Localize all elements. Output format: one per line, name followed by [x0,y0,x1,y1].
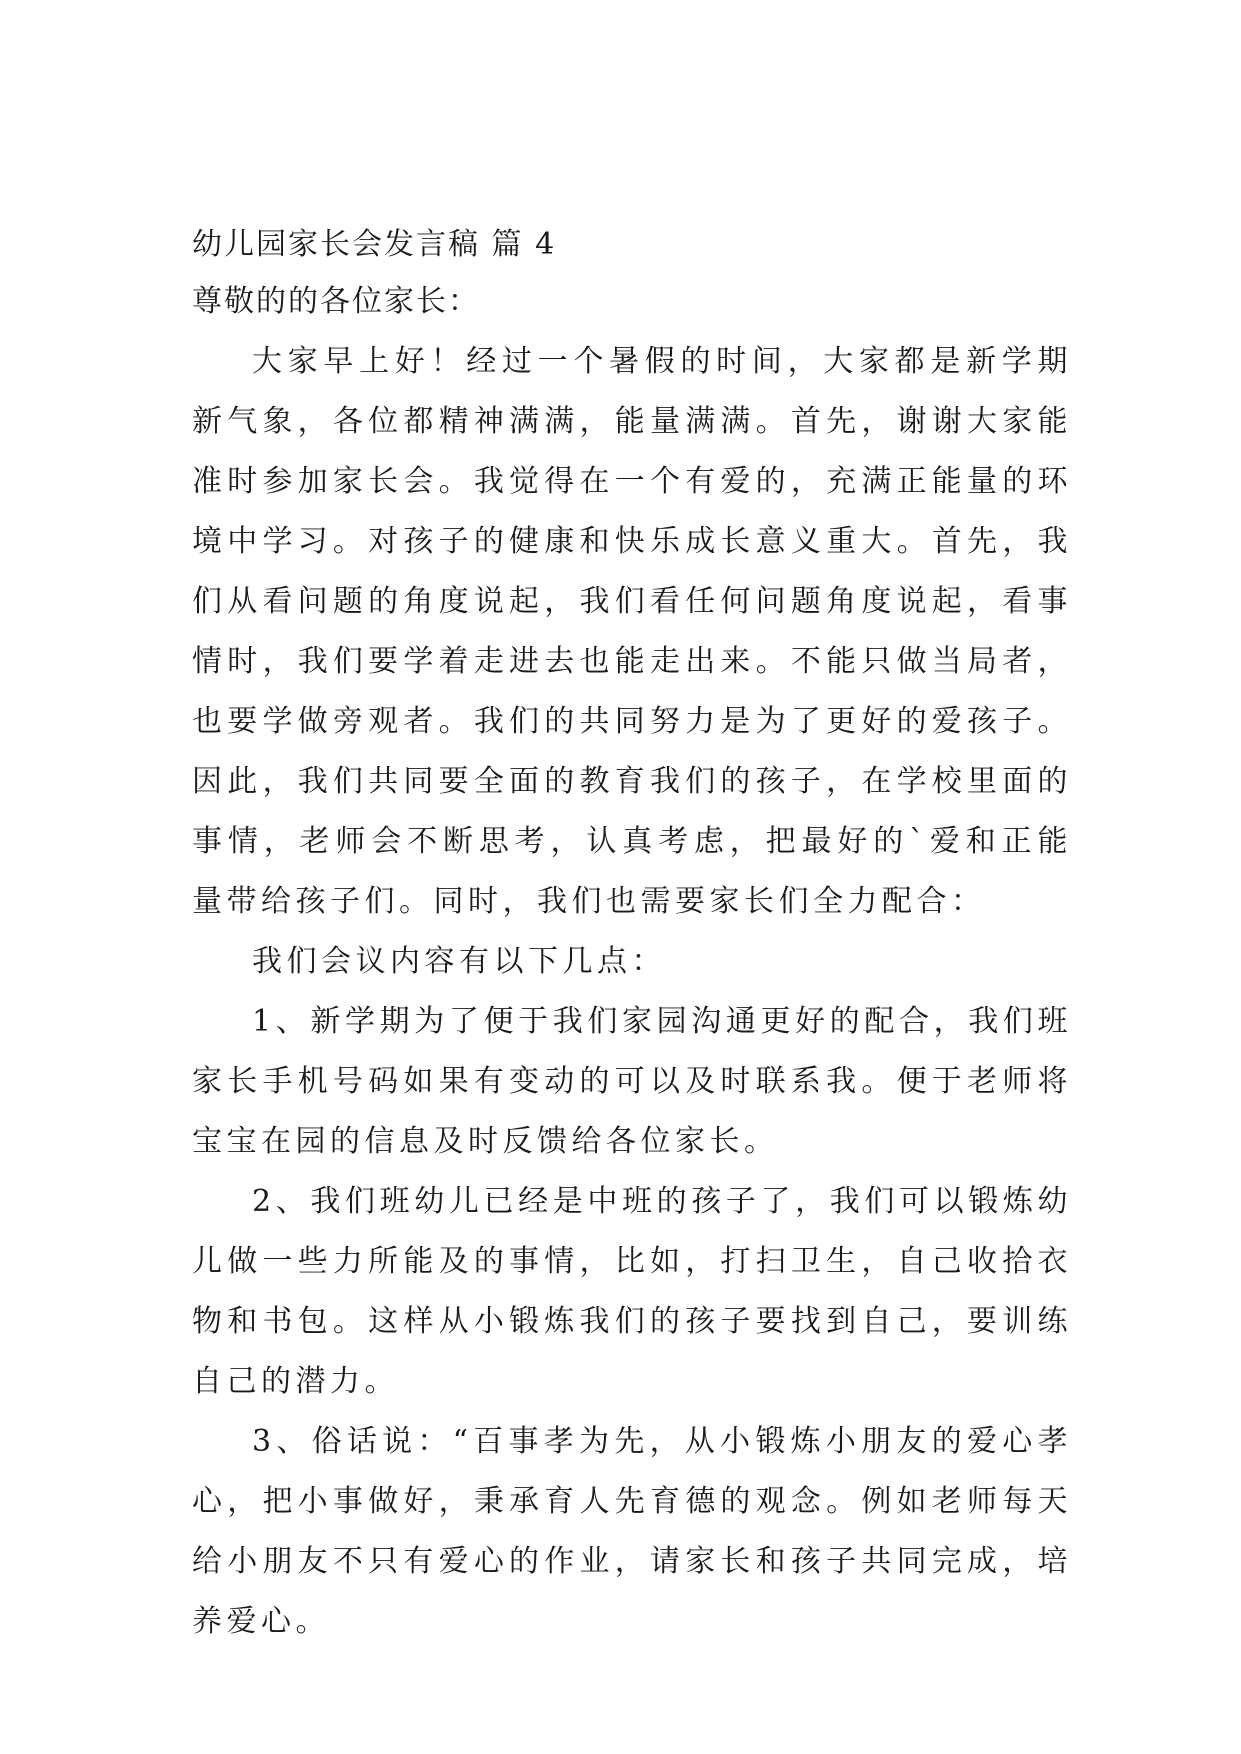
paragraph-point-3: 3、俗话说：“百事孝为先，从小锻炼小朋友的爱心孝心，把小事做好，秉承育人先育德的观念。例如老师每天给小朋友不只有爱心的作业，请家长和孩子共同完成，培养爱心。 [192,1424,1072,1639]
body-text [192,332,1072,1652]
paragraph-agenda-intro: 我们会议内容有以下几点： [252,944,666,979]
paragraph-point-1: 1、新学期为了便于我们家园沟通更好的配合，我们班家长手机号码如果有变动的可以及时联系我。便于老师将宝宝在园的信息及时反馈给各位家长。 [192,1004,1072,1159]
paragraph-greeting: 大家早上好！经过一个暑假的时间，大家都是新学期新气象，各位都精神满满，能量满满。首先，谢谢大家能准时参加家长会。我觉得在一个有爱的，充满正能量的环境中学习。对孩子的健康和快乐成长意义重大。首先，我们从看问题的角度说起，我们看任何问题角度说起，看事情时，我们要学着走进去也能走出来。不能只做当局者，也要学做旁观者。我们的共同努力是为了更好的爱孩子。因此，我们共同要全面的教育我们的孩子，在学校里面的事情，老师会不断思考，认真考虑，把最好的`爱和正能量带给孩子们。同时，我们也需要家长们全力配合： [192,344,1072,919]
document-title: 幼儿园家长会发言稿 篇 4 [192,227,557,262]
salutation: 尊敬的的各位家长： [192,284,480,319]
paragraph-point-2: 2、我们班幼儿已经是中班的孩子了，我们可以锻炼幼儿做一些力所能及的事情，比如，打扫卫生，自己收拾衣物和书包。这样从小锻炼我们的孩子要找到自己，要训练自己的潜力。 [192,1184,1072,1399]
